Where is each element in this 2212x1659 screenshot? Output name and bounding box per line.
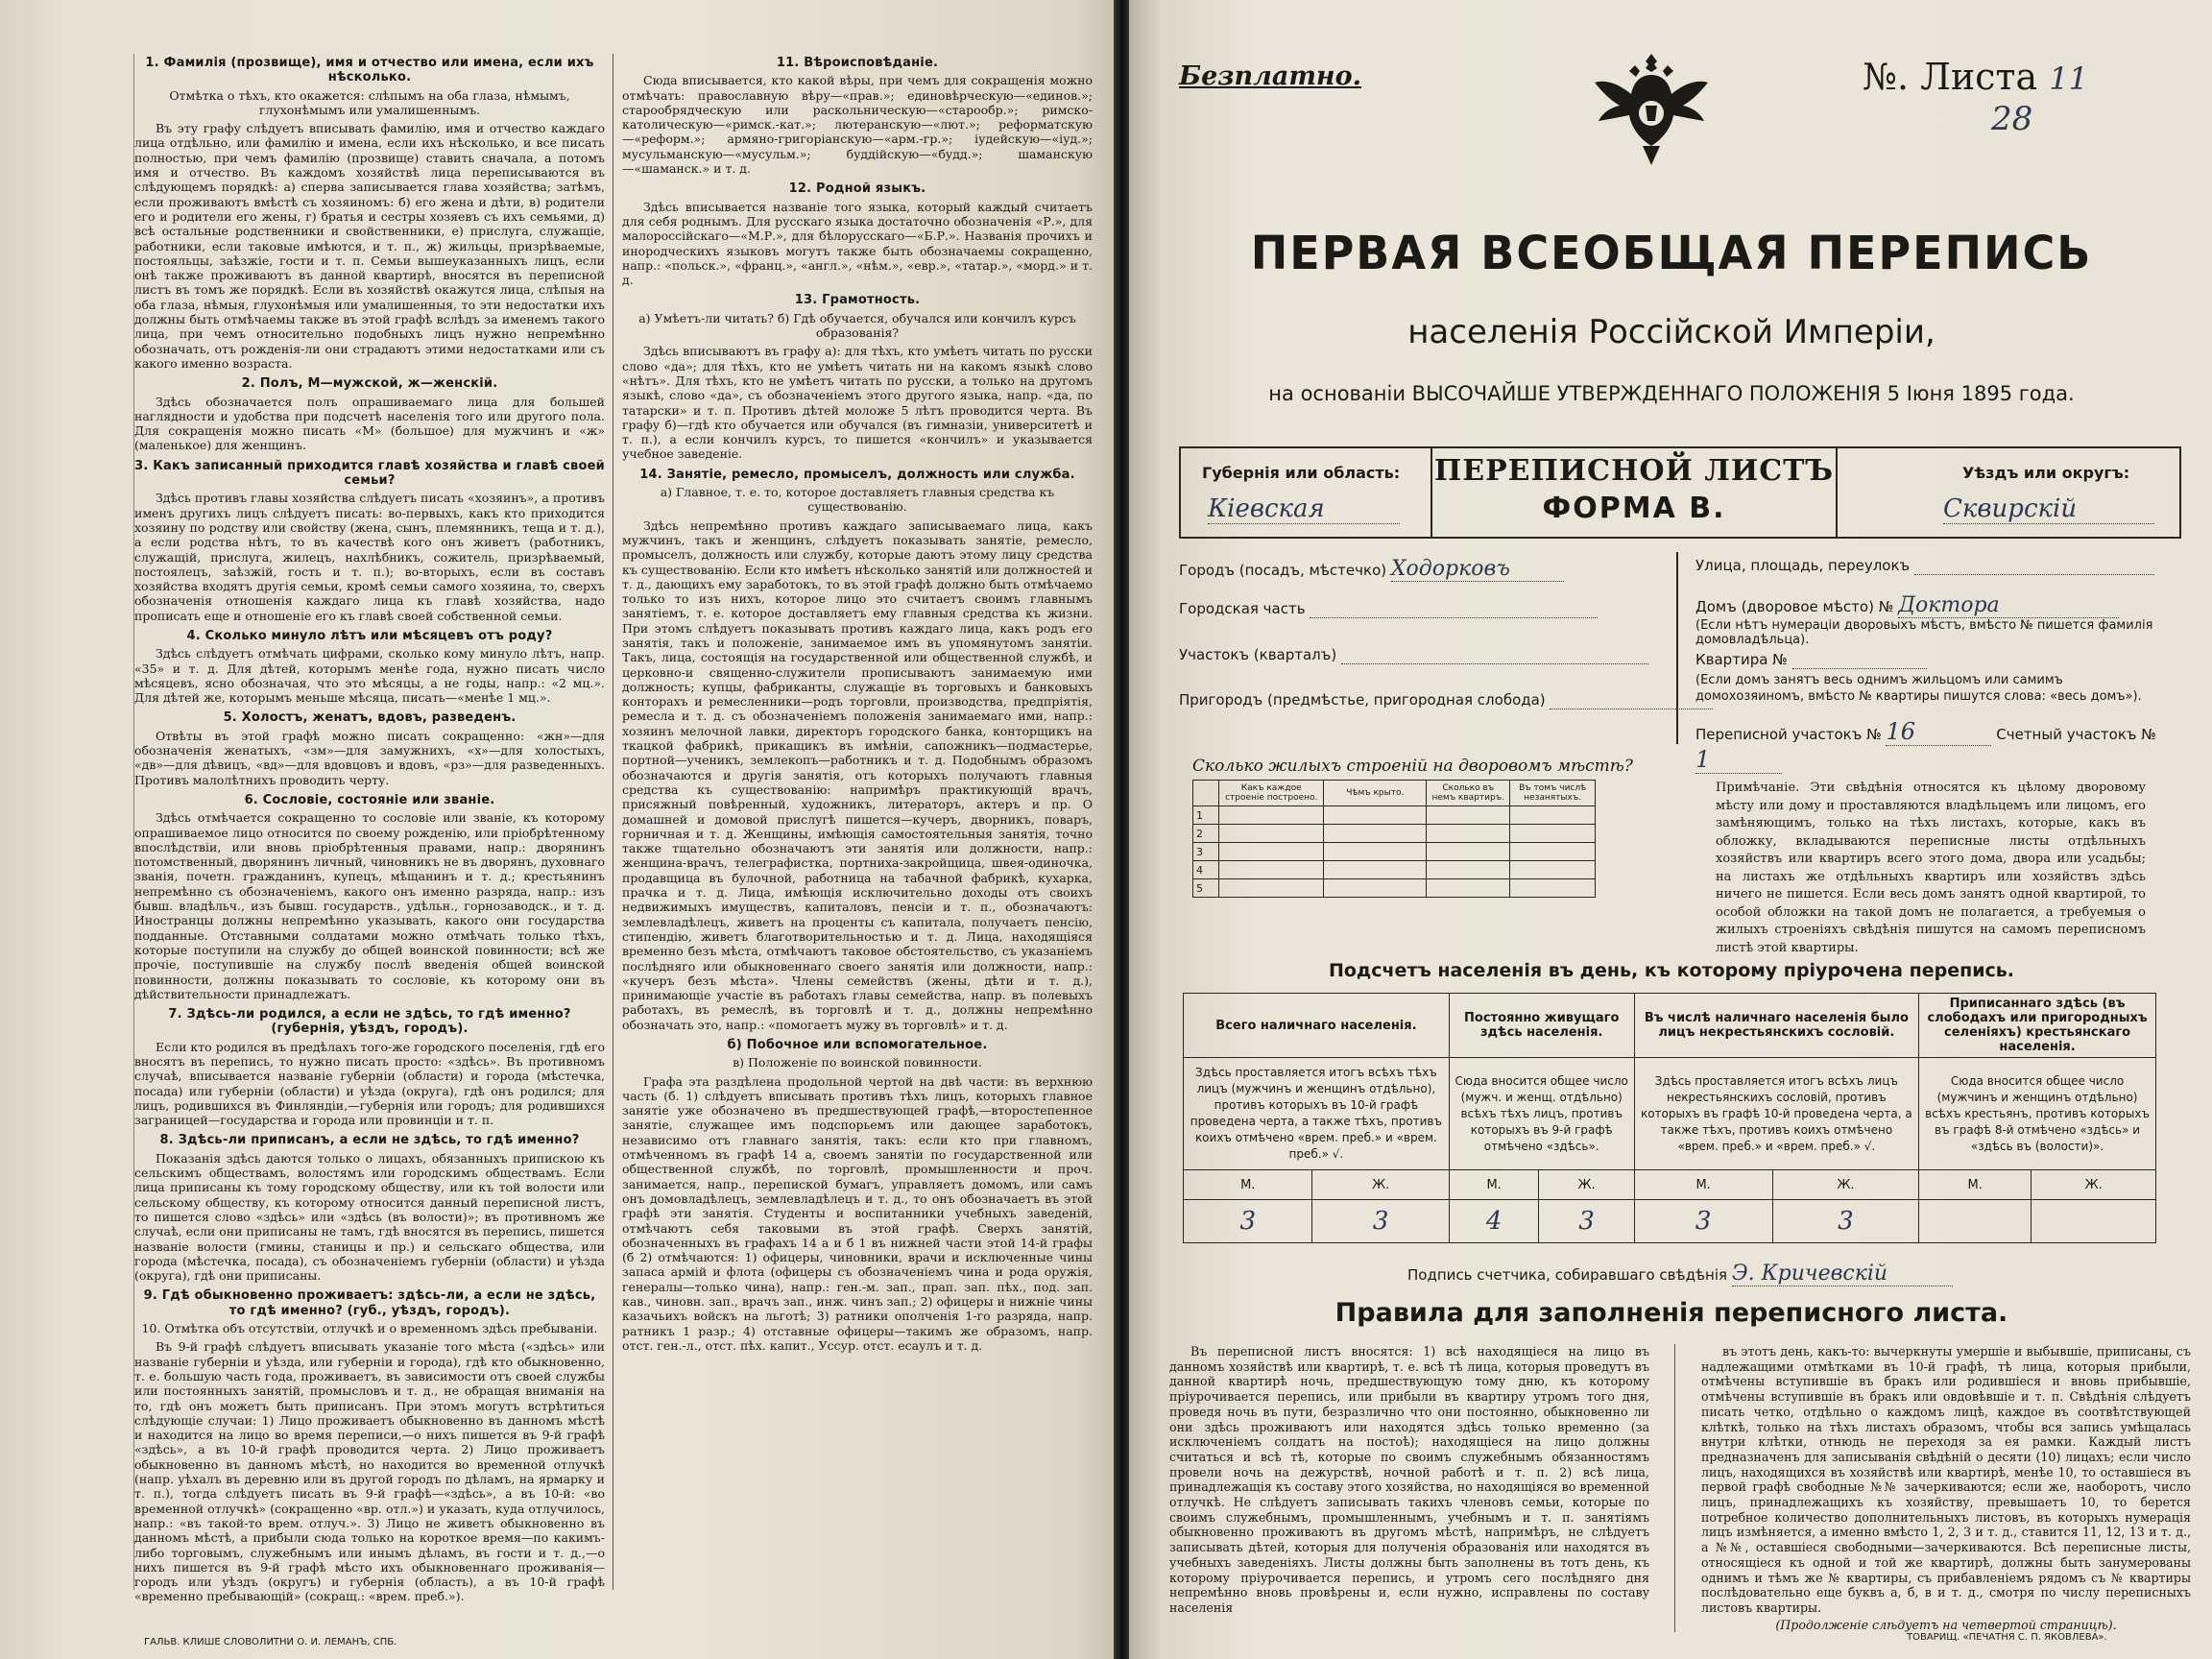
population-value: 4 [1449, 1200, 1539, 1243]
census-area-value: 16 [1886, 718, 1991, 746]
population-value: 3 [1312, 1200, 1449, 1243]
buildings-header: Сколько въ немъ квартиръ. [1427, 781, 1510, 806]
rules-text: Въ переписной листъ вносятся: 1) всѣ находящіеся на лицо въ данномъ хозяйствѣ или квартирѣ, т. е. всѣ тѣ лица, которыя проведутъ въ данной квартирѣ ночь, предшествующую тому дню, къ которому пріурочивается перепись, или прибыли въ квартиру утромъ того дня, проведя ночь въ пути, безразлично что они постоянно, обыкновенно ли они здѣсь проживаютъ или находятся здѣсь только временно (за исключеніемъ солдатъ на постоѣ); находящіеся на лицо должны считаться и всѣ тѣ, которые по своимъ служебнымъ обязанностямъ провели ночь на дежурствѣ, ночной работѣ и т. п. 2) всѣ лица, принадлежащія къ составу этого хозяйства, но находящіяся во временной отлучкѣ. Не слѣдуетъ записывать такихъ членовъ семьи, которые по своимъ служебнымъ, промышленнымъ, учебнымъ и т. п. занятіямъ обыкновенно проживаютъ въ другомъ мѣстѣ, напримѣръ, не слѣдуетъ записывать дѣтей, которыя для полученія образованія или находятся въ учебныхъ заведеніяхъ. Листы должны быть заполнены въ тотъ день, къ которому пріурочивается перепись, и утромъ сего послѣдняго дня непремѣнно вновь провѣрены и, если нужно, исправлены по составу населенія [1169, 1344, 1649, 1615]
sex-header: М. [1449, 1170, 1539, 1200]
section-text: Здѣсь непремѣнно противъ каждаго записываемаго лица, какъ мужчинъ, такъ и женщинъ, слѣдуетъ показывать занятіе, ремесло, промыселъ, должность или службу, которые даютъ этому лицу средства къ существованію. Если кто имѣетъ нѣсколько занятій или должностей и т. д., дающихъ ему заработокъ, то въ этой графѣ должно быть отмѣчаемо только то изъ нихъ, которое лицо это считаетъ своимъ главнымъ занятіемъ, т. е. которое доставляетъ ему главныя средства къ жизни. При этомъ слѣдуетъ показывать противъ каждаго лица, какъ родъ его занятія, такъ и положеніе, занимаемое имъ въ упомянутомъ занятіи. Такъ, лица, состоящія на государственной или общественной службѣ, и церковно-и священно-служители прописываютъ занимаемую ими должность; купцы, фабриканты, служащіе въ торговыхъ и банковыхъ конторахъ и ремесленники—родъ торговли, производства, предпріятія, ремесла и т. д. съ обозначеніемъ положенія занимаемаго ими, напр.: хозяинъ мелочной лавки, директоръ городского банка, конторщикъ на ткацкой фабрикѣ, прикащикъ въ имѣніи, сапожникъ—подмастерье, портной—ученикъ, землекопъ—работникъ и т. д. Подобнымъ образомъ обозначаются и другія занятія, отъ которыхъ получаютъ главныя средства къ существованію: напримѣръ практикующій врачъ, присяжный повѣренный, художникъ, литераторъ, актеръ и пр. О домашней и домовой прислугѣ пишется—кучеръ, дворникъ, поваръ, горничная и т. д. Женщины, имѣющія самостоятельныя занятія, точно также тщательно обозначаютъ эти занятія или должности, напр.: женщина-врачъ, телеграфистка, портниха-закройщица, швея-одиночка, продавщица въ булочной, работница на табачной фабрикѣ, кухарка, прачка и т. д. Лица, имѣющія исключительно доходы отъ своихъ недвижимыхъ имуществъ, капиталовъ, пенсіи и т. п., обозначаютъ: землевладѣлецъ, живетъ на проценты съ капитала, получаетъ пенсію, стипендію, живетъ благотворительностью и т. д. Лица, находящіяся временно безъ мѣста, отмѣчаютъ таковое обстоятельство, съ указаніемъ послѣдняго или обыкновеннаго своего занятія или должности, напр.: «кучеръ безъ мѣста». Члены семействъ (жены, дѣти и т. д.), принимающіе участіе въ работахъ главы семейства, напр. въ полевыхъ работахъ, въ ремеслѣ, въ торговлѣ и т. д., должны непремѣнно обозначать это, напр.: «помогаетъ мужу въ торговлѣ» и т. д. [622, 517, 1093, 1032]
sex-header: М. [1919, 1170, 2032, 1200]
street-line [1914, 557, 2154, 575]
uezd-value: Сквирскій [1943, 494, 2154, 524]
population-description: Сюда вносится общее число (мужчинъ и женщинъ отдѣльно) всѣхъ крестьянъ, противъ которыхъ въ графѣ 8-й отмѣчено «здѣсь» и «здѣсь въ (волости)». [1919, 1058, 2156, 1170]
population-count-table [1183, 993, 2156, 1243]
house-note: (Если нѣтъ нумераціи дворовыхъ мѣстъ, вмѣсто № пишется фамилія домовладѣльца). [1695, 618, 2153, 647]
city-field [1179, 557, 1564, 582]
section-title: б) Побочное или вспомогательное. [727, 1038, 988, 1052]
enumerator-signature [1407, 1262, 1953, 1286]
signature-label: Подпись счетчика, собиравшаго свѣдѣнія [1407, 1266, 1728, 1284]
section-title: 8. Здѣсь-ли приписанъ, а если не здѣсь, то гдѣ именно? [159, 1133, 580, 1148]
section-text: Здѣсь вписываютъ въ графу а): для тѣхъ, кто умѣетъ читать по русски слово «да»; для тѣхъ, кто не умѣетъ читать ни на какомъ языкѣ слово «нѣтъ». Для тѣхъ, кто не умѣетъ читать по русски, а только на другомъ языкѣ, слово «да», съ обозначеніемъ этого другого языка, напр. «да, по татарски» и т. п. Противъ дѣтей моложе 5 лѣтъ проводится черта. Въ графу б)—гдѣ кто обучается или обучался (въ гимназіи, университетѣ и т. п.), а если кончилъ курсъ, то пишется «кончилъ» и указывается учебное заведеніе. [622, 344, 1093, 462]
section-title: 13. Грамотность. [794, 293, 921, 308]
city-part-line [1310, 600, 1598, 618]
city-value: Ходорковъ [1391, 557, 1564, 582]
section-text: Здѣсь противъ главы хозяйства слѣдуетъ писать «хозяинъ», а противъ именъ другихъ лицъ слѣдуетъ писать: во-первыхъ, какъ кто приходится хозяину по родству или свойству (жена, сынъ, племянникъ, теща и т. д.), а если родства нѣтъ, то въ качествѣ кого онъ живетъ (работникъ, служащій, прислуга, жилецъ, нахлѣбникъ, сожитель, призрѣваемый, постоялецъ, заѣзжій, гость и т. п.); во-вторыхъ, если въ составъ хозяйства входятъ другія семьи, кромѣ семьи самого хозяина, то, сверхъ обозначенія отношенія каждаго лица къ главѣ хозяйства, надо прописать еще и отношеніе его къ главѣ своей собственной семьи. [134, 491, 605, 623]
section-text: Здѣсь вписывается названіе того языка, который каждый считаетъ для себя роднымъ. Для русскаго языка достаточно обозначенія «Р.», для малороссійскаго—«М.Р.», для бѣлорусскаго—«Б.Р.». Названія прочихъ и инородческихъ языковъ могутъ также быть обозначаемы сокращенно, напр.: «польск.», «франц.», «англ.», «нѣм.», «евр.», «татар.», «морд.» и т. д. [622, 199, 1093, 288]
population-header: Всего наличнаго населенія. [1184, 994, 1450, 1058]
form-type: ФОРМА В. [1542, 492, 1726, 525]
section-text: Въ эту графу слѣдуетъ вписывать фамилію, имя и отчество каждаго лица отдѣльно, или фамилію и имена, если ихъ нѣсколько, и все писать полностью, при чемъ фамилію (прозвище) ставить сначала, а потомъ имя и отчество. Въ каждомъ хозяйствѣ лица переписываются въ слѣдующемъ порядкѣ: а) сперва записывается глава хозяйства; затѣмъ, если проживаютъ вмѣстѣ съ хозяиномъ: б) его жена и дѣти, в) родители его и родители его жены, г) братья и сестры хозяевъ съ ихъ семьями, д) всѣ остальные родственники и свойственники, е) прислуга, служащіе, работники, если таковые имѣются, и т. п., ж) жильцы, призрѣваемые, постояльцы, заѣзжіе, гости и т. п. Семьи вышеуказанныхъ лицъ, если онѣ также проживаютъ въ данной квартирѣ, вносятся въ переписной листъ въ томъ же порядкѣ. Если въ хозяйствѣ окажутся лица, слѣпыя на оба глаза, нѣмыя, глухонѣмыя или умалишенныя, то эти недостатки ихъ должны быть отмѣчаемы также въ этой графѣ вслѣдъ за именемъ такого лица, при чемъ относительно подобныхъ лицъ нужно непремѣнно обозначать, отъ рожденія-ли они страдаютъ этими недостатками или съ какого именно возраста. [134, 121, 605, 371]
gubernia-label: Губернія или область: [1202, 464, 1401, 482]
printer-imprint: ГАЛЬВ. КЛИШЕ СЛОВОЛИТНИ О. И. ЛЕМАНЪ, СПБ. [144, 1637, 397, 1647]
buildings-note: Примѣчаніе. Эти свѣдѣнія относятся къ цѣлому дворовому мѣсту или дому и проставляются владѣльцемъ или лицомъ, его замѣняющимъ, только на тѣхъ листахъ, которые, какъ въ обложку, вкладываются переписные листы отдѣльныхъ хозяйствъ или квартиръ всего этого дома, двора или усадьбы; на листахъ же отдѣльныхъ квартиръ или хозяйствъ здѣсь ничего не пишется. Если весь домъ занятъ одной квартирой, то особой обложки на такой домъ не полагается, а требуемыя о жилыхъ строеніяхъ свѣдѣнія пишутся на самомъ переписномъ листѣ этой квартиры. [1716, 781, 2146, 955]
buildings-question: Сколько жилыхъ строеній на дворовомъ мѣстѣ? [1192, 757, 1633, 776]
city-part-label: Городская часть [1179, 600, 1306, 617]
sex-header: М. [1634, 1170, 1772, 1200]
table-row [1193, 861, 1596, 879]
section-title: 5. Холостъ, женатъ, вдовъ, разведенъ. [223, 710, 517, 726]
signature-value: Э. Кричевскій [1732, 1262, 1953, 1286]
section-title: 3. Какъ записанный приходится главѣ хозяйства и главѣ своей семьи? [134, 458, 605, 489]
count-area-value: 1 [1695, 746, 1782, 774]
page-title: ПЕРВАЯ ВСЕОБЩАЯ ПЕРЕПИСЬ [1250, 227, 2093, 280]
house-label: Домъ (дворовое мѣсто) № [1695, 598, 1894, 615]
form-title: ПЕРЕПИСНОЙ ЛИСТЪ [1433, 454, 1835, 488]
sheet-number [1863, 56, 2088, 98]
population-value: 3 [1539, 1200, 1634, 1243]
section-subtitle: а) Главное, т. е. то, которое доставляетъ главныя средства къ существованію. [660, 485, 1055, 515]
table-row [1193, 806, 1596, 825]
section-title: 1. Фамилія (прозвище), имя и отчество или имена, если ихъ нѣсколько. [145, 56, 594, 85]
section-subtitle: а) Умѣетъ-ли читать? б) Гдѣ обучается, обучался или кончилъ курсъ образованія? [638, 310, 1076, 341]
section-title: 11. Вѣроисповѣданіе. [776, 56, 939, 70]
section-text: Здѣсь отмѣчается сокращенно то сословіе или званіе, къ которому опрашиваемое лицо относится по своему рожденію, или пріобрѣтенному впослѣдствіи, или вновь пріобрѣтенныя правами, напр.: дворянинъ потомственный, дворянинъ личный, чиновникъ не въ дворянъ, духовнаго званія, почетн. гражданинъ, купецъ, мѣщанинъ и т. д.; крестьянинъ непремѣнно съ обозначеніемъ, какого онъ именно разряда, напр.: изъ бывш. владѣльч., изъ бывш. государств., удѣльн., горнозаводск., и т. д. Иностранцы должны непремѣнно указывать, какого они государства подданные. Отставными солдатами можно отмѣчать только тѣхъ, которые поступили на службу до общей воинской повинности; всѣ же прочіе, поступившіе на службу послѣ введенія общей воинской повинности, должны показывать то сословіе, къ которому они въ дѣйствительности принадлежатъ. [134, 810, 605, 1001]
buildings-table [1192, 780, 1596, 898]
section-title: 2. Полъ, М—мужской, ж—женскій. [241, 376, 498, 392]
section-subtitle: в) Положеніе по воинской повинности. [733, 1055, 982, 1070]
population-header: Постоянно живущаго здѣсь населенія. [1449, 994, 1634, 1058]
suburb-label: Пригородъ (предмѣстье, пригородная слобода) [1179, 691, 1546, 709]
section-subtitle: 10. Отмѣтка объ отсутствіи, отлучкѣ и о временномъ здѣсь пребываніи. [141, 1321, 598, 1336]
section-text: Показанія здѣсь даются только о лицахъ, обязанныхъ припискою къ сельскимъ обществамъ, волостямъ или городскимъ обществамъ. Если лица приписаны къ тому городскому обществу, или къ той волости или сельскому обществу, къ которому относится данный переписной листъ, то пишется слово «здѣсь» или «здѣсь (въ волости)»; въ противномъ же случаѣ, если они приписаны не тамъ, гдѣ вносятся въ перепись, пишется названіе волости (гмины, станицы и пр.) и сельскаго общества, или города (мѣстечка, посада), съ обозначеніемъ губерніи (области) и уѣзда (округа), гдѣ они приписаны. [134, 1150, 605, 1284]
sex-header: Ж. [1539, 1170, 1634, 1200]
population-description: Здѣсь проставляется итогъ всѣхъ тѣхъ лицъ (мужчинъ и женщинъ отдѣльно), противъ которыхъ въ 10-й графѣ проведена черта, а также тѣхъ, противъ коихъ отмѣчено «врем. преб.» и «врем. преб.» √. [1184, 1058, 1450, 1170]
row-number: 3 [1193, 843, 1219, 861]
rules-continuation: (Продолженіе слѣдуетъ на четвертой страницѣ). [1775, 1617, 2117, 1632]
sex-header: Ж. [1772, 1170, 1918, 1200]
sex-header: Ж. [2032, 1170, 2156, 1200]
rules-column-1 [1169, 1344, 1649, 1632]
section-title: 4. Сколько минуло лѣтъ или мѣсяцевъ отъ роду? [186, 628, 553, 643]
sheet-number-secondary: 28 [1991, 100, 2033, 138]
population-header: Въ числѣ наличнаго населенія было лицъ некрестьянскихъ сословій. [1634, 994, 1918, 1058]
count-area-label: Счетный участокъ № [1996, 726, 2156, 743]
precinct-label: Участокъ (кварталъ) [1179, 646, 1337, 663]
apartment-field [1695, 651, 1927, 669]
section-title: 6. Сословіе, состояніе или званіе. [244, 792, 495, 807]
buildings-header: Чѣмъ крыто. [1324, 781, 1427, 806]
population-value: 3 [1184, 1200, 1312, 1243]
row-number: 5 [1193, 879, 1219, 898]
census-area-field [1695, 718, 2212, 774]
section-text: Здѣсь обозначается полъ опрашиваемаго лица для большей наглядности и удобства при подсчетѣ населенія того или другого пола. Для сокращенія можно писать «М» (большое) для мужчинъ и «ж» (маленькое) для женщинъ. [134, 394, 605, 453]
apartment-line [1792, 651, 1927, 669]
population-value [2032, 1200, 2156, 1243]
row-number: 2 [1193, 825, 1219, 843]
precinct-line [1341, 646, 1648, 664]
section-text: Сюда вписывается, кто какой вѣры, при чемъ для сокращенія можно отмѣчать: православную вѣру—«прав.»; единовѣрческую—«единов.»; старообрядческую или раскольническую—«старообр.»; римско-католическую—«римск.-кат.»; лютеранскую—«лют.»; реформатскую—«реформ.»; армяно-григоріанскую—«арм.-гр.»; іудейскую—«іуд.»; мусульманскую—«мусульм.»; буддійскую—«будд.»; шаманскую—«шаманск.» и т. д. [622, 73, 1093, 177]
sex-header: М. [1184, 1170, 1312, 1200]
printer-imprint: ТОВАРИЩ. «ПЕЧАТНЯ С. П. ЯКОВЛЕВА». [1907, 1632, 2107, 1643]
census-area-label: Переписной участокъ № [1695, 726, 1882, 743]
sex-header: Ж. [1312, 1170, 1449, 1200]
uezd-label: Уѣздъ или округъ: [1962, 464, 2130, 482]
rules-column-2 [1701, 1344, 2191, 1632]
instructions-column-1 [134, 50, 605, 1604]
address-divider [1676, 552, 1678, 744]
section-title: 14. Занятіе, ремесло, промыселъ, должность или служба. [639, 467, 1075, 482]
rules-title: Правила для заполненія переписного листа. [1334, 1298, 2008, 1328]
form-header-box [1179, 446, 2181, 539]
section-subtitle: Отмѣтка о тѣхъ, кто окажется: слѣпымъ на оба глаза, нѣмымъ, глухонѣмымъ или умалишеннымъ. [169, 87, 570, 117]
sheet-number-label: №. Листа [1863, 56, 2038, 98]
section-text: Здѣсь слѣдуетъ отмѣчать цифрами, сколько кому минуло лѣтъ, напр. «35» и т. д. Для дѣтей, которымъ менѣе года, нужно писать число мѣсяцевъ, ясно обозначая, что это мѣсяцы, а не годы, напр.: «2 мц.». Для дѣтей же, которымъ меньше мѣсяца, писать—«менѣе 1 мц.». [134, 646, 605, 706]
table-row [1193, 843, 1596, 861]
population-value: 3 [1634, 1200, 1772, 1243]
precinct-field [1179, 646, 1648, 664]
population-header: Приписаннаго здѣсь (въ слободахъ или пригородныхъ селеніяхъ) крестьянскаго населенія. [1919, 994, 2156, 1058]
legal-basis: на основаніи ВЫСОЧАЙШЕ УТВЕРЖДЕННАГО ПОЛОЖЕНІЯ 5 Іюня 1895 года. [1268, 382, 2075, 405]
population-value: 3 [1772, 1200, 1918, 1243]
suburb-line [1550, 691, 1713, 709]
city-label: Городъ (посадъ, мѣстечко) [1179, 562, 1387, 579]
table-row [1193, 825, 1596, 843]
street-label: Улица, площадь, переулокъ [1695, 557, 1911, 574]
buildings-header: Какъ каждое строеніе построено. [1219, 781, 1324, 806]
population-count-title: Подсчетъ населенія въ день, къ которому пріурочена перепись. [1328, 960, 2015, 981]
section-title: 12. Родной языкъ. [788, 181, 926, 197]
row-number: 4 [1193, 861, 1219, 879]
house-value: Доктора [1898, 593, 2119, 618]
imperial-eagle-emblem [1591, 50, 1712, 167]
population-description: Здѣсь проставляется итогъ всѣхъ лицъ некрестьянскихъ сословій, противъ которыхъ въ графѣ 10-й проведена черта, а также тѣхъ, противъ коихъ отмѣчено «врем. преб.» и «врем. преб.» √. [1634, 1058, 1918, 1170]
city-part-field [1179, 600, 1598, 618]
section-text: Графа эта раздѣлена продольной чертой на двѣ части: въ верхнюю часть (б. 1) слѣдуетъ вписывать противъ тѣхъ лицъ, которыхъ главное занятіе уже обозначено въ предшествующей графѣ,—второстепенное занятіе, служащее имъ подспорьемъ или дающее заработокъ, независимо отъ главнаго занятія, такъ: если кто при главномъ, отмѣченномъ въ графѣ 14 а, своемъ занятіи по государственной или общественной службѣ, по торговлѣ, промышленности и проч. занимается, напр., перепиской бумагъ, управляетъ домомъ, или самъ онъ домовладѣлецъ, землевладѣлецъ и т. д., то онъ обозначаетъ въ этой графѣ эти занятія. Студенты и воспитанники учебныхъ заведеній, отмѣчаютъ себя таковыми въ этой графѣ. Сверхъ занятій, обозначенныхъ въ графахъ 14 а и б 1 въ нижней части этой 14-й графы (б 2) отмѣчаются: 1) офицеры, чиновники, врачи и исключенные чины запаса армій и флота (офицеры съ обозначеніемъ чина и рода оружія, генералы—только чина), напр.: ген.-м. зап., прап. зап. пѣх., под. зап. кав., чиновн. зап., врачъ зап., инж. чинъ зап.; 2) офицеры и нижніе чины казачьихъ войскъ на льготѣ; 3) ратники ополченія 1-го разряда, напр. ратникъ 1 разр.; 4) отставные офицеры—такимъ же образомъ, напр. отст. ген.-л., отст. пѣх. капит., Уссур. отст. есаулъ и т. д. [622, 1073, 1093, 1353]
right-page [1129, 0, 2212, 1659]
rules-text: въ этотъ день, какъ-то: вычеркнуты умершіе и выбывшіе, приписаны, съ надлежащими отмѣтками въ 10-й графѣ, тѣ лица, которыя прибыли, отмѣчены вступившіе въ бракъ или родившіеся и вновь прибывшіе, отмѣчены вступившіе въ бракъ или овдовѣвшіе и т. п. Свѣдѣнія слѣдуетъ писать четко, отдѣльно о каждомъ лицѣ, каждое въ соотвѣтствующей клѣткѣ, только на тѣхъ листахъ образомъ, чтобы вся запись умѣщалась внутри клѣтки, отнюдь не переходя за ея рамки. Каждый листъ предназначенъ для записыванія свѣдѣній о десяти (10) лицахъ; если число лицъ, находящихся въ хозяйствѣ или квартирѣ, менѣе 10, то оставшіеся въ первой графѣ свободные №№ зачеркиваются; если же, наоборотъ, число лицъ, принадлежащихъ къ хозяйству, превышаетъ 10, то берется потребное количество дополнительныхъ листовъ, въ которыхъ нумерація лицъ измѣняется, а именно вмѣсто 1, 2, 3 и т. д., ставится 11, 12, 13 и т. д., а №№, оставшіеся свободными—зачеркиваются. Всѣ переписные листы, относящіеся къ одной и той же квартирѣ, должны быть занумерованы однимъ и тѣмъ же № квартиры, съ прибавленіемъ рядомъ съ № квартиры послѣдовательно еще буквъ а, б, в и т. д., смотря по числу переписныхъ листовъ квартиры. [1701, 1344, 2191, 1615]
street-field [1695, 557, 2154, 575]
rules-divider [1674, 1344, 1675, 1632]
table-row [1193, 879, 1596, 898]
suburb-field [1179, 691, 1713, 709]
apartment-note: (Если домъ занятъ весь однимъ жильцомъ или самимъ домохозяиномъ, вмѣсто № квартиры пишутся слова: «весь домъ»). [1695, 673, 2142, 704]
gubernia-cell [1181, 448, 1432, 537]
section-text: Въ 9-й графѣ слѣдуетъ вписывать указаніе того мѣста («здѣсь» или названіе губерніи и уѣзда, или губерніи и города), гдѣ кто обыкновенно, т. е. большую часть года, проживаетъ, въ зависимости отъ своей службы или постоянныхъ занятій, промысловъ и т. д., не обращая вниманія на то, гдѣ онъ можетъ быть приписанъ. При этомъ могутъ встрѣтиться слѣдующіе случаи: 1) Лицо проживаетъ обыкновенно въ данномъ мѣстѣ и находится на лицо во время переписи,—о нихъ пишется въ 9-й графѣ «здѣсь», а въ 10-й графѣ проводится черта. 2) Лицо проживаетъ обыкновенно въ данномъ мѣстѣ, но находится во временной отлучкѣ (напр. уѣхалъ въ деревню или въ другой городъ по дѣламъ, на ярмарку и т. п.), тогда слѣдуетъ писать въ 9-й графѣ—«здѣсь», а въ 10-й: «во временной отлучкѣ» (сокращенно «вр. отл.») и указать, куда отлучилось, напр.: «въ такой-то врем. отлуч.». 3) Лицо не живетъ обыкновенно въ данномъ мѣстѣ, а прибыли сюда только на короткое время—по какимъ-либо торговымъ, служебнымъ или инымъ дѣламъ, въ гости и т. д.,—о нихъ пишется въ 9-й графѣ мѣсто ихъ обыкновеннаго проживанія—городъ или уѣздъ (округъ) и губернія (область), а въ 10-й графѣ «временно пребывающій» (сокращ.: «врем. преб.»). [134, 1339, 605, 1604]
apartment-label: Квартира № [1695, 651, 1788, 668]
section-text: Если кто родился въ предѣлахъ того-же городского поселенія, гдѣ его вносятъ въ перепись, то нужно писать просто: «здѣсь». Въ противномъ случаѣ, вписывается названіе губерніи (области) и города (мѣстечка, посада) или губерніи (области) и уѣзда (округа), гдѣ онъ родился; для лицъ, родившихся въ Финляндіи,—губернія или городъ; для родившихся заграницей—государства и города или провинціи и т. п. [134, 1039, 605, 1128]
population-description: Сюда вносится общее число (мужч. и женщ. отдѣльно) всѣхъ тѣхъ лицъ, противъ которыхъ въ 9-й графѣ отмѣчено «здѣсь». [1449, 1058, 1634, 1170]
buildings-header: Въ томъ числѣ незанятыхъ. [1510, 781, 1596, 806]
section-title: 7. Здѣсь-ли родился, а если не здѣсь, то гдѣ именно? (губернія, уѣздъ, городъ). [168, 1007, 571, 1037]
gubernia-value: Кіевская [1208, 494, 1400, 524]
row-number: 1 [1193, 806, 1219, 825]
free-label: Безплатно. [1179, 61, 1362, 91]
house-field [1695, 593, 2119, 618]
buildings-header-index [1193, 781, 1219, 806]
population-value [1919, 1200, 2032, 1243]
instructions-column-2 [622, 50, 1093, 1596]
page-subtitle: населенія Россійской Имперіи, [1407, 313, 1936, 351]
sheet-number-handwritten: 11 [2049, 60, 2088, 97]
section-text: Отвѣты въ этой графѣ можно писать сокращенно: «жн»—для обозначенія женатыхъ, «зм»—для замужнихъ, «х»—для холостыхъ, «дв»—для дѣвицъ, «вд»—для вдовцовъ и вдовъ, «рз»—для разведенныхъ. Противъ малолѣтнихъ проводить черту. [134, 728, 605, 787]
uezd-cell [1838, 448, 2179, 537]
section-title: 9. Гдѣ обыкновенно проживаетъ: здѣсь-ли, а если не здѣсь, то гдѣ именно? (губ., уѣздъ, городъ). [143, 1288, 596, 1318]
form-title-cell [1432, 448, 1838, 537]
